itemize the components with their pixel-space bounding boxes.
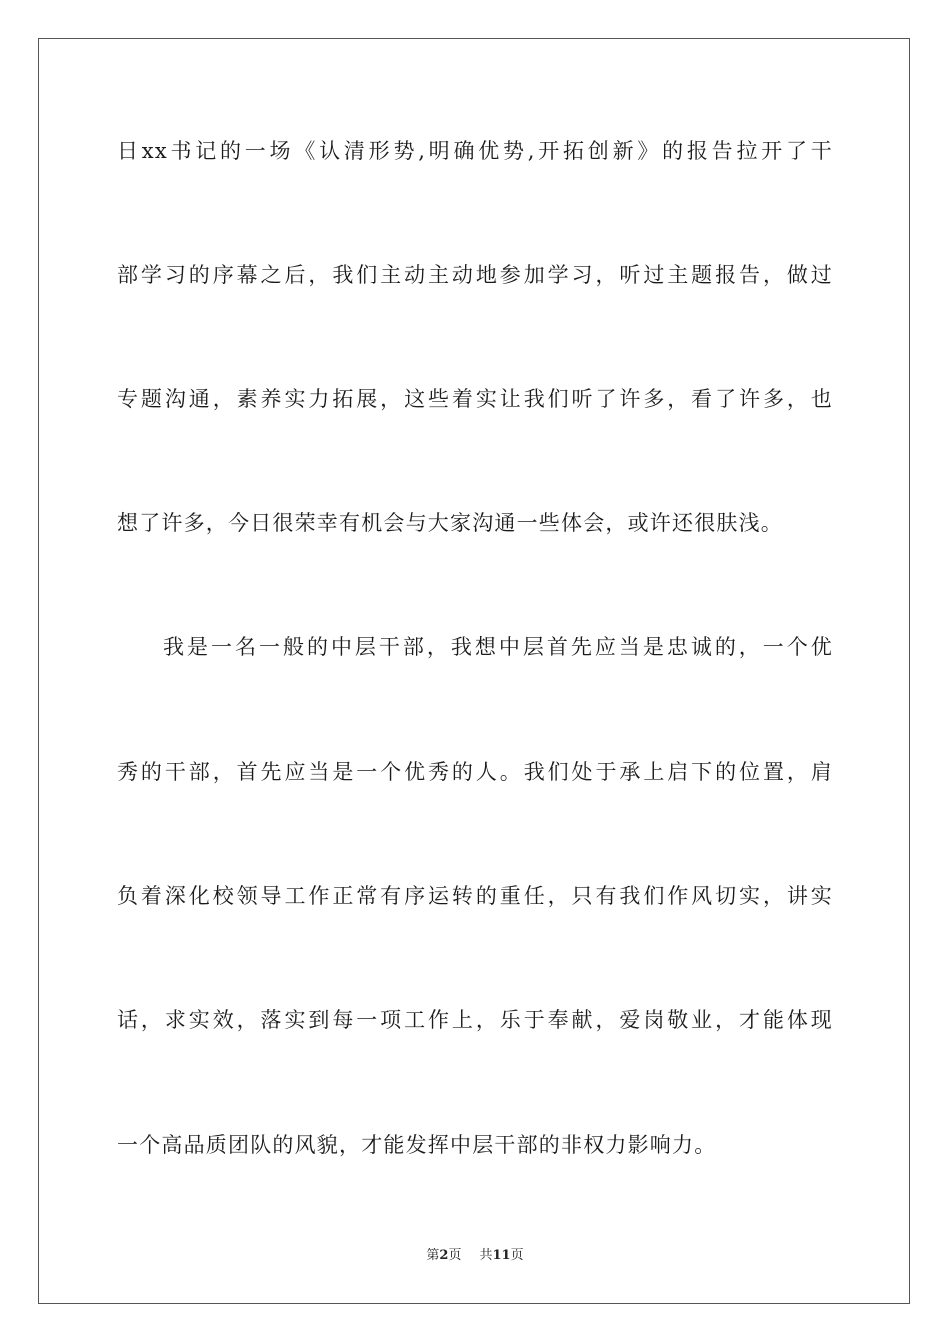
- total-label-suffix: 页: [510, 1248, 524, 1263]
- total-pages: 11: [492, 1248, 511, 1263]
- body-text-line: 负着深化校领导工作正常有序运转的重任，只有我们作风切实，讲实: [117, 884, 833, 908]
- body-text-line: 话，求实效，落实到每一项工作上，乐于奉献，爱岗敬业，才能体现: [117, 1008, 833, 1032]
- page-label-suffix: 页: [448, 1248, 462, 1263]
- body-text-line: 一个高品质团队的风貌，才能发挥中层干部的非权力影响力。: [117, 1133, 717, 1157]
- page-border: [38, 38, 910, 1304]
- paragraph-first-line: 我是一名一般的中层干部，我想中层首先应当是忠诚的，一个优: [163, 635, 833, 659]
- body-text-line: 部学习的序幕之后，我们主动主动地参加学习，听过主题报告，做过: [117, 263, 833, 287]
- page-footer: [0, 1247, 950, 1265]
- body-text-line: 想了许多，今日很荣幸有机会与大家沟通一些体会，或许还很肤浅。: [117, 511, 783, 535]
- page-label-prefix: 第: [426, 1248, 440, 1263]
- total-label-prefix: 共: [479, 1248, 493, 1263]
- body-text-line: 日xx书记的一场《认清形势,明确优势,开拓创新》的报告拉开了干: [117, 139, 833, 163]
- body-text-line: 专题沟通，素养实力拓展，这些着实让我们听了许多，看了许多，也: [117, 387, 833, 411]
- page-number: 2: [439, 1248, 449, 1263]
- body-text-line: 秀的干部，首先应当是一个优秀的人。我们处于承上启下的位置，肩: [117, 760, 833, 784]
